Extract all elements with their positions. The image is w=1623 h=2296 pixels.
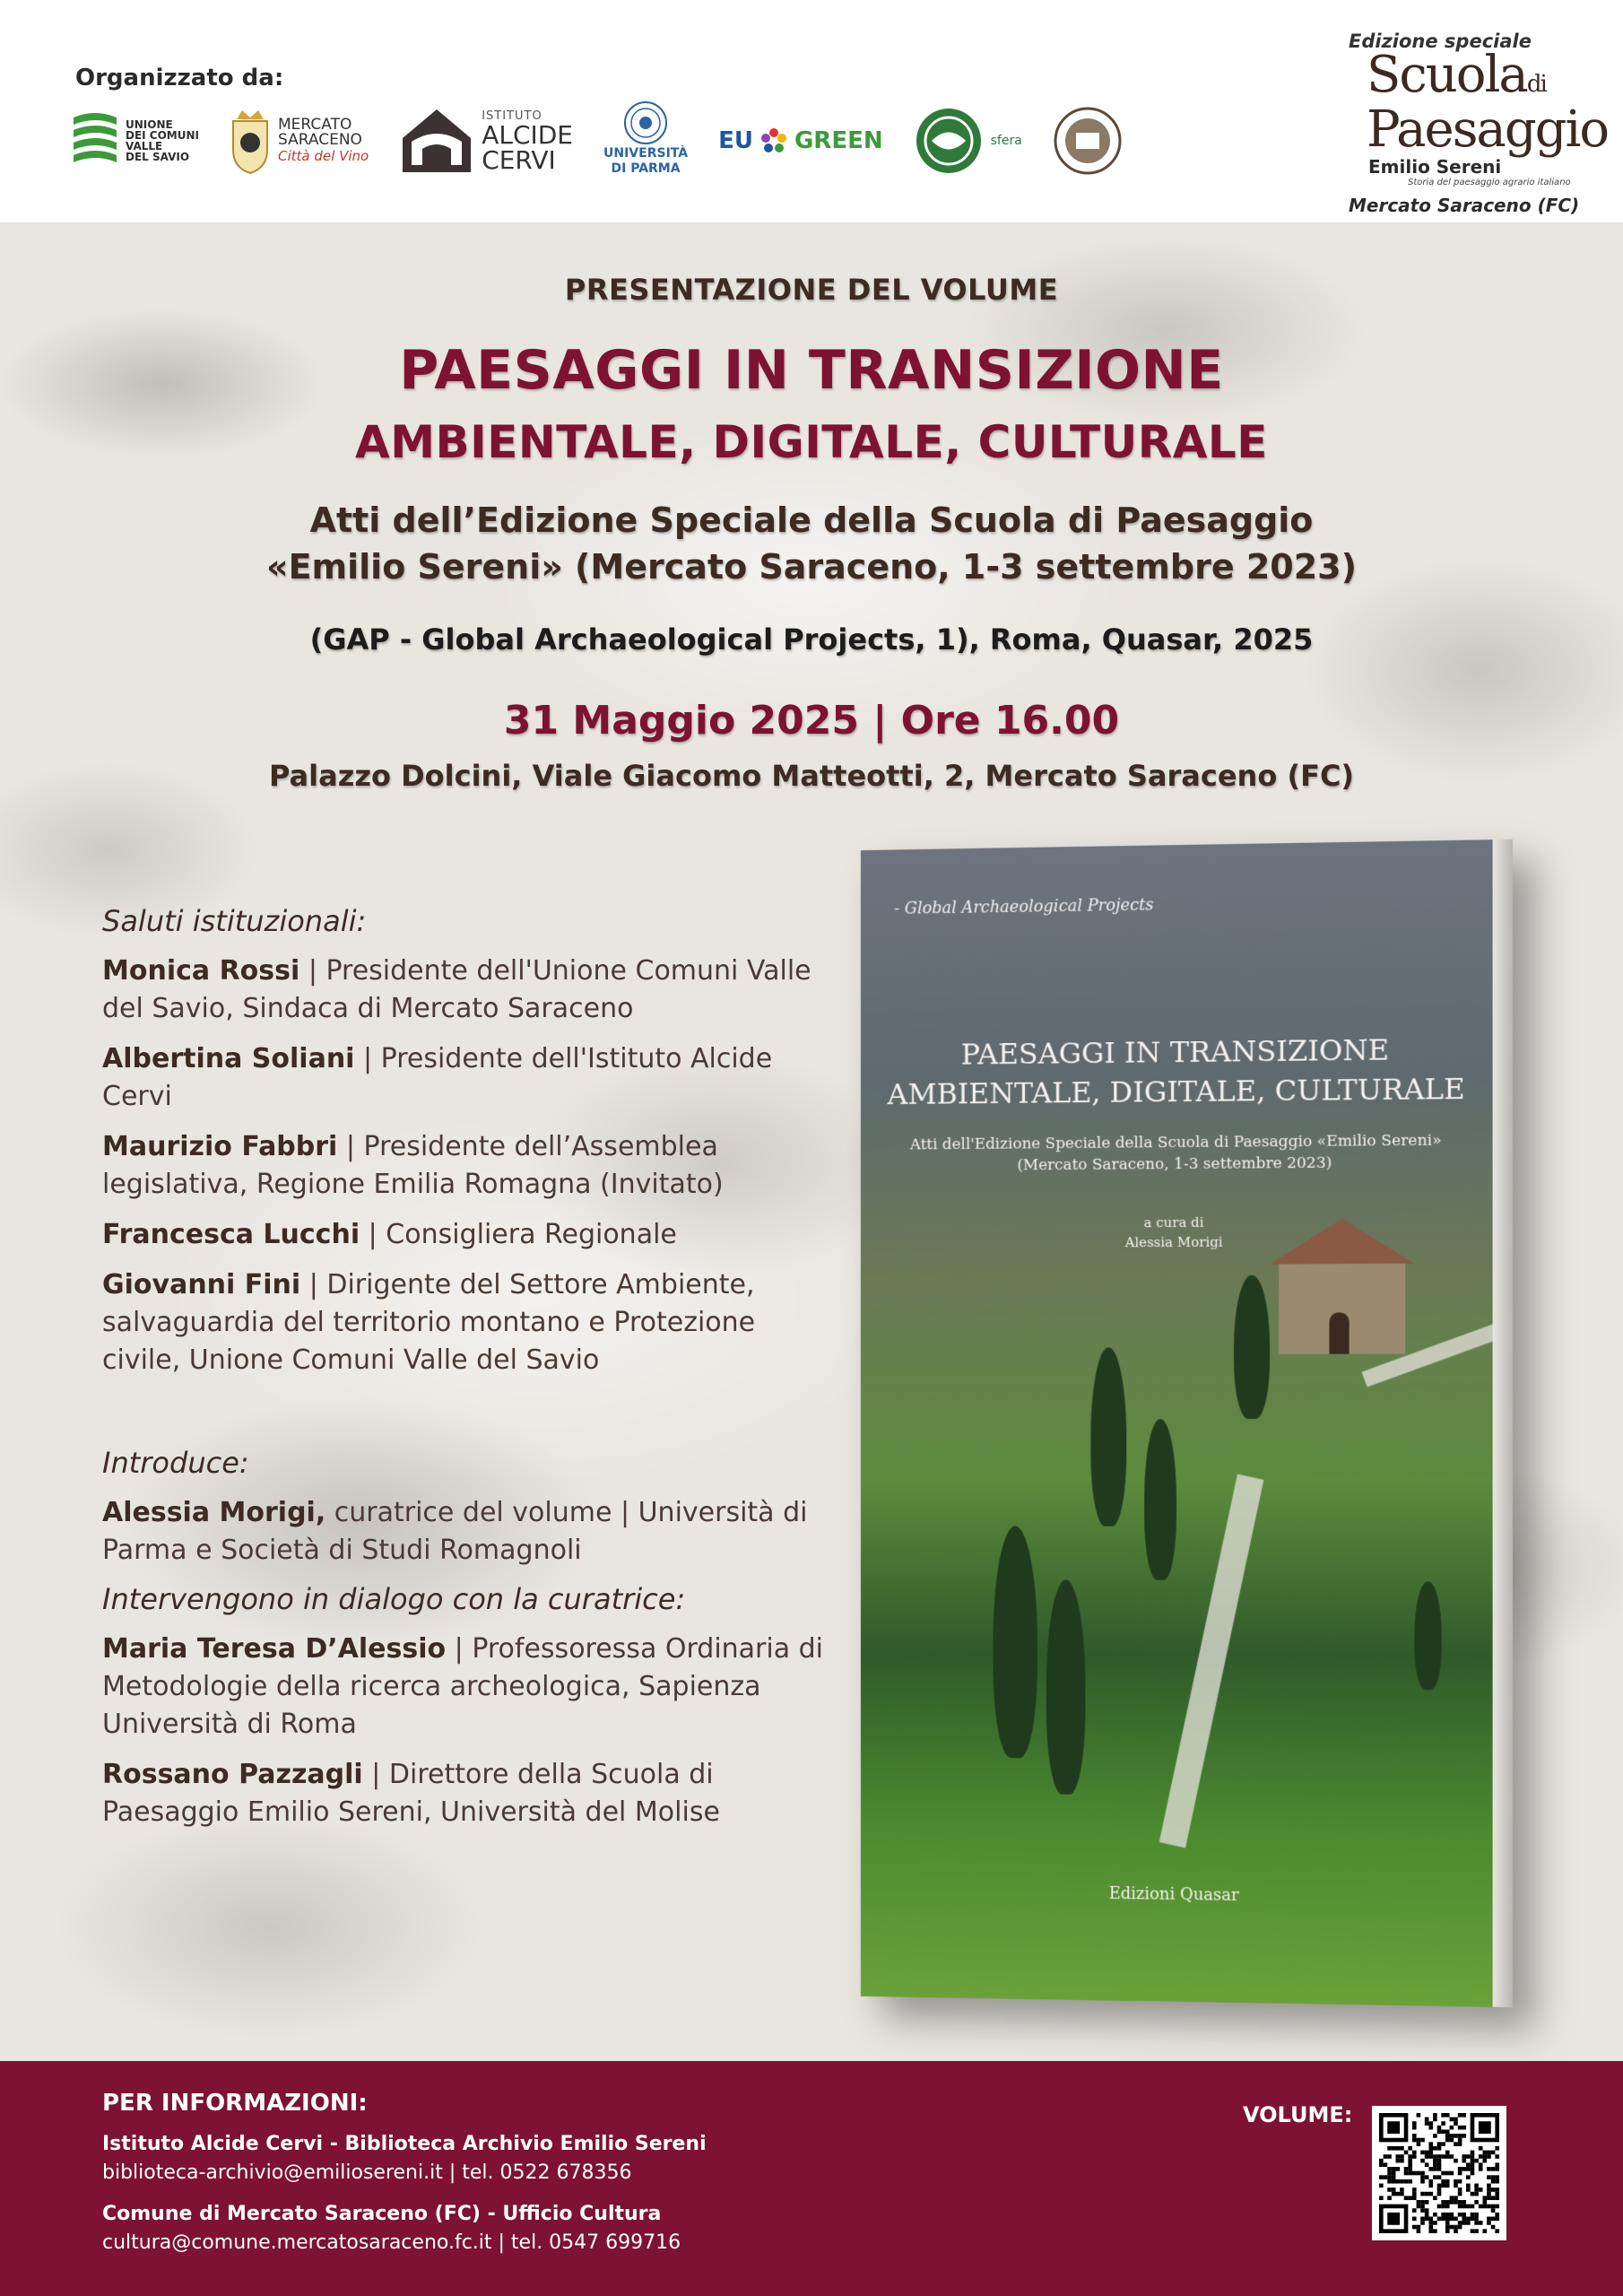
series-line: (GAP - Global Archaeological Projects, 1), Roma, Quasar, 2025 [309,622,1314,657]
book-title-2: AMBIENTALE, DIGITALE, CULTURALE [887,1071,1465,1112]
logo-universita-parma [603,100,688,181]
footer [0,2061,1623,2296]
book-subtitle-2: (Mercato Saraceno, 1-3 settembre 2023) [1017,1153,1332,1175]
dialogo-label: Intervengono in dialogo con la curatrice: [102,1582,686,1616]
unione-text-2: DEI COMUNI [126,129,200,142]
logo-istituto-cervi [399,100,573,181]
unione-text-1: UNIONE [126,118,173,131]
speaker-name: Rossano Pazzagli [102,1759,363,1790]
footer-contact-1[interactable]: biblioteca-archivio@emiliosereni.it | tel. 0522 678356 [102,2161,632,2184]
parma-seal-icon [623,100,668,145]
book-series: - Global Archaeological Projects [894,895,1154,918]
logo-eu-green [718,100,883,181]
cervi-istituto-text: ISTITUTO [482,109,542,123]
eu-text: EU [718,127,753,154]
unione-text-3: VALLE [126,140,163,152]
speaker-role: | Consigliera Regionale [360,1219,677,1250]
speaker-entry [102,1128,838,1204]
speaker-name: Monica Rossi [102,955,300,987]
speaker-entry [102,1631,838,1744]
book-a-cura: a cura di [1143,1213,1204,1231]
footer-org-2: Comune di Mercato Saraceno (FC) - Ufficio Cultura [102,2203,662,2225]
speaker-role: | Dirigente del Settore Ambiente, salvaguardia del territorio montano e Protezione civile, Unione Comuni Valle del Savio [102,1269,756,1376]
logo-unione-comuni [72,100,199,181]
mercato-text-1: MERCATO [278,116,352,134]
logo-mercato-saraceno [230,100,369,181]
cervi-house-icon [399,106,474,176]
scuola-word: Scuola [1367,46,1527,104]
speaker-role: | Presidente dell'Istituto Alcide Cervi [102,1043,773,1112]
atti-line-1: Atti dell’Edizione Speciale della Scuola di Paesaggio [309,500,1314,540]
speaker-role: curatrice del volume | Università di Parma e Società di Studi Romagnoli [102,1497,808,1566]
partner-logos [72,100,1123,181]
speaker-role: | Direttore della Scuola di Paesaggio Emilio Sereni, Università del Molise [102,1759,720,1828]
book-subtitle-1: Atti dell'Edizione Speciale della Scuola di Paesaggio «Emilio Sereni» [909,1131,1442,1154]
crest-icon [230,107,271,175]
book-author: Alessia Morigi [1124,1233,1223,1251]
mercato-text-2: SARACENO [278,131,362,149]
introduce-label: Introduce: [102,1446,249,1480]
logo-societa-studi-romagnoli [1053,100,1123,181]
speaker-entry [102,1266,838,1379]
organized-by-label: Organizzato da: [75,65,284,91]
program [102,904,838,1844]
scuola-di: di [1526,71,1546,98]
speaker-role: | Presidente dell’Assemblea legislativa, Regione Emilia Romagna (Invitato) [102,1131,724,1200]
speaker-role: | Professoressa Ordinaria di Metodologie della ricerca archeologica, Sapienza Università di Roma [102,1633,824,1740]
societa-seal-icon [1053,106,1123,176]
speaker-entry [102,1756,838,1831]
sfera-text: sfera [990,134,1022,148]
header [0,0,1623,222]
scuola-edition: Edizione speciale [1349,30,1532,52]
scuola-subtitle: Storia del paesaggio agrario italiano [1408,178,1571,187]
book-publisher: Edizioni Quasar [1108,1883,1239,1905]
sfera-globe-icon [914,106,984,176]
scuola-paesaggio-logo [1345,30,1609,216]
speaker-entry [102,1494,838,1570]
speaker-entry [102,1216,838,1254]
volume-label: VOLUME: [1243,2102,1353,2127]
speaker-name: Alessia Morigi, [102,1497,326,1528]
footer-org-1: Istituto Alcide Cervi - Biblioteca Archivio Emilio Sereni [102,2133,707,2155]
parma-text-2: DI PARMA [611,161,681,176]
scuola-place: Mercato Saraceno (FC) [1349,195,1580,216]
speaker-entry [102,952,838,1028]
flower-icon [760,127,787,154]
unione-emblem-icon [72,109,118,173]
speaker-name: Giovanni Fini [102,1269,301,1300]
speaker-role: | Presidente dell'Unione Comuni Valle del Savio, Sindaca di Mercato Saraceno [102,955,812,1024]
speaker-entry [102,1040,838,1116]
speaker-name: Francesca Lucchi [102,1219,360,1250]
title-line-2: AMBIENTALE, DIGITALE, CULTURALE [355,416,1268,468]
book-cover [861,839,1513,2007]
event-place: Palazzo Dolcini, Viale Giacomo Matteotti, 2, Mercato Saraceno (FC) [268,759,1355,793]
saluti-label: Saluti istituzionali: [102,904,367,938]
scuola-emilio-sereni: Emilio Sereni [1368,156,1502,178]
speaker-name: Maurizio Fabbri [102,1131,338,1162]
qr-code-icon [1379,2113,1499,2233]
citta-del-vino-text: Città del Vino [278,148,369,164]
event-date: 31 Maggio 2025 | Ore 16.00 [503,698,1120,744]
qr-code[interactable] [1372,2106,1506,2240]
title-line-1: PAESAGGI IN TRANSIZIONE [399,339,1224,402]
book-title-1: PAESAGGI IN TRANSIZIONE [960,1032,1390,1072]
parma-text-1: UNIVERSITÀ [603,146,689,161]
cervi-cervi-text: CERVI [482,144,556,175]
book-spine [1493,839,1513,2007]
footer-title: PER INFORMAZIONI: [102,2090,368,2117]
cervi-alcide-text: ALCIDE [482,119,574,150]
atti-line-2: «Emilio Sereni» (Mercato Saraceno, 1-3 settembre 2023) [266,547,1357,587]
logo-sfera [914,100,1022,181]
footer-contact-2[interactable]: cultura@comune.mercatosaraceno.fc.it | tel. 0547 699716 [102,2231,681,2254]
unione-text-4: DEL SAVIO [126,151,190,163]
green-text: GREEN [794,127,883,154]
speaker-name: Maria Teresa D’Alessio [102,1633,447,1665]
scuola-paesaggio-word: Paesaggio [1367,100,1609,159]
speaker-name: Albertina Soliani [102,1043,355,1074]
kicker: PRESENTAZIONE DEL VOLUME [564,273,1059,307]
